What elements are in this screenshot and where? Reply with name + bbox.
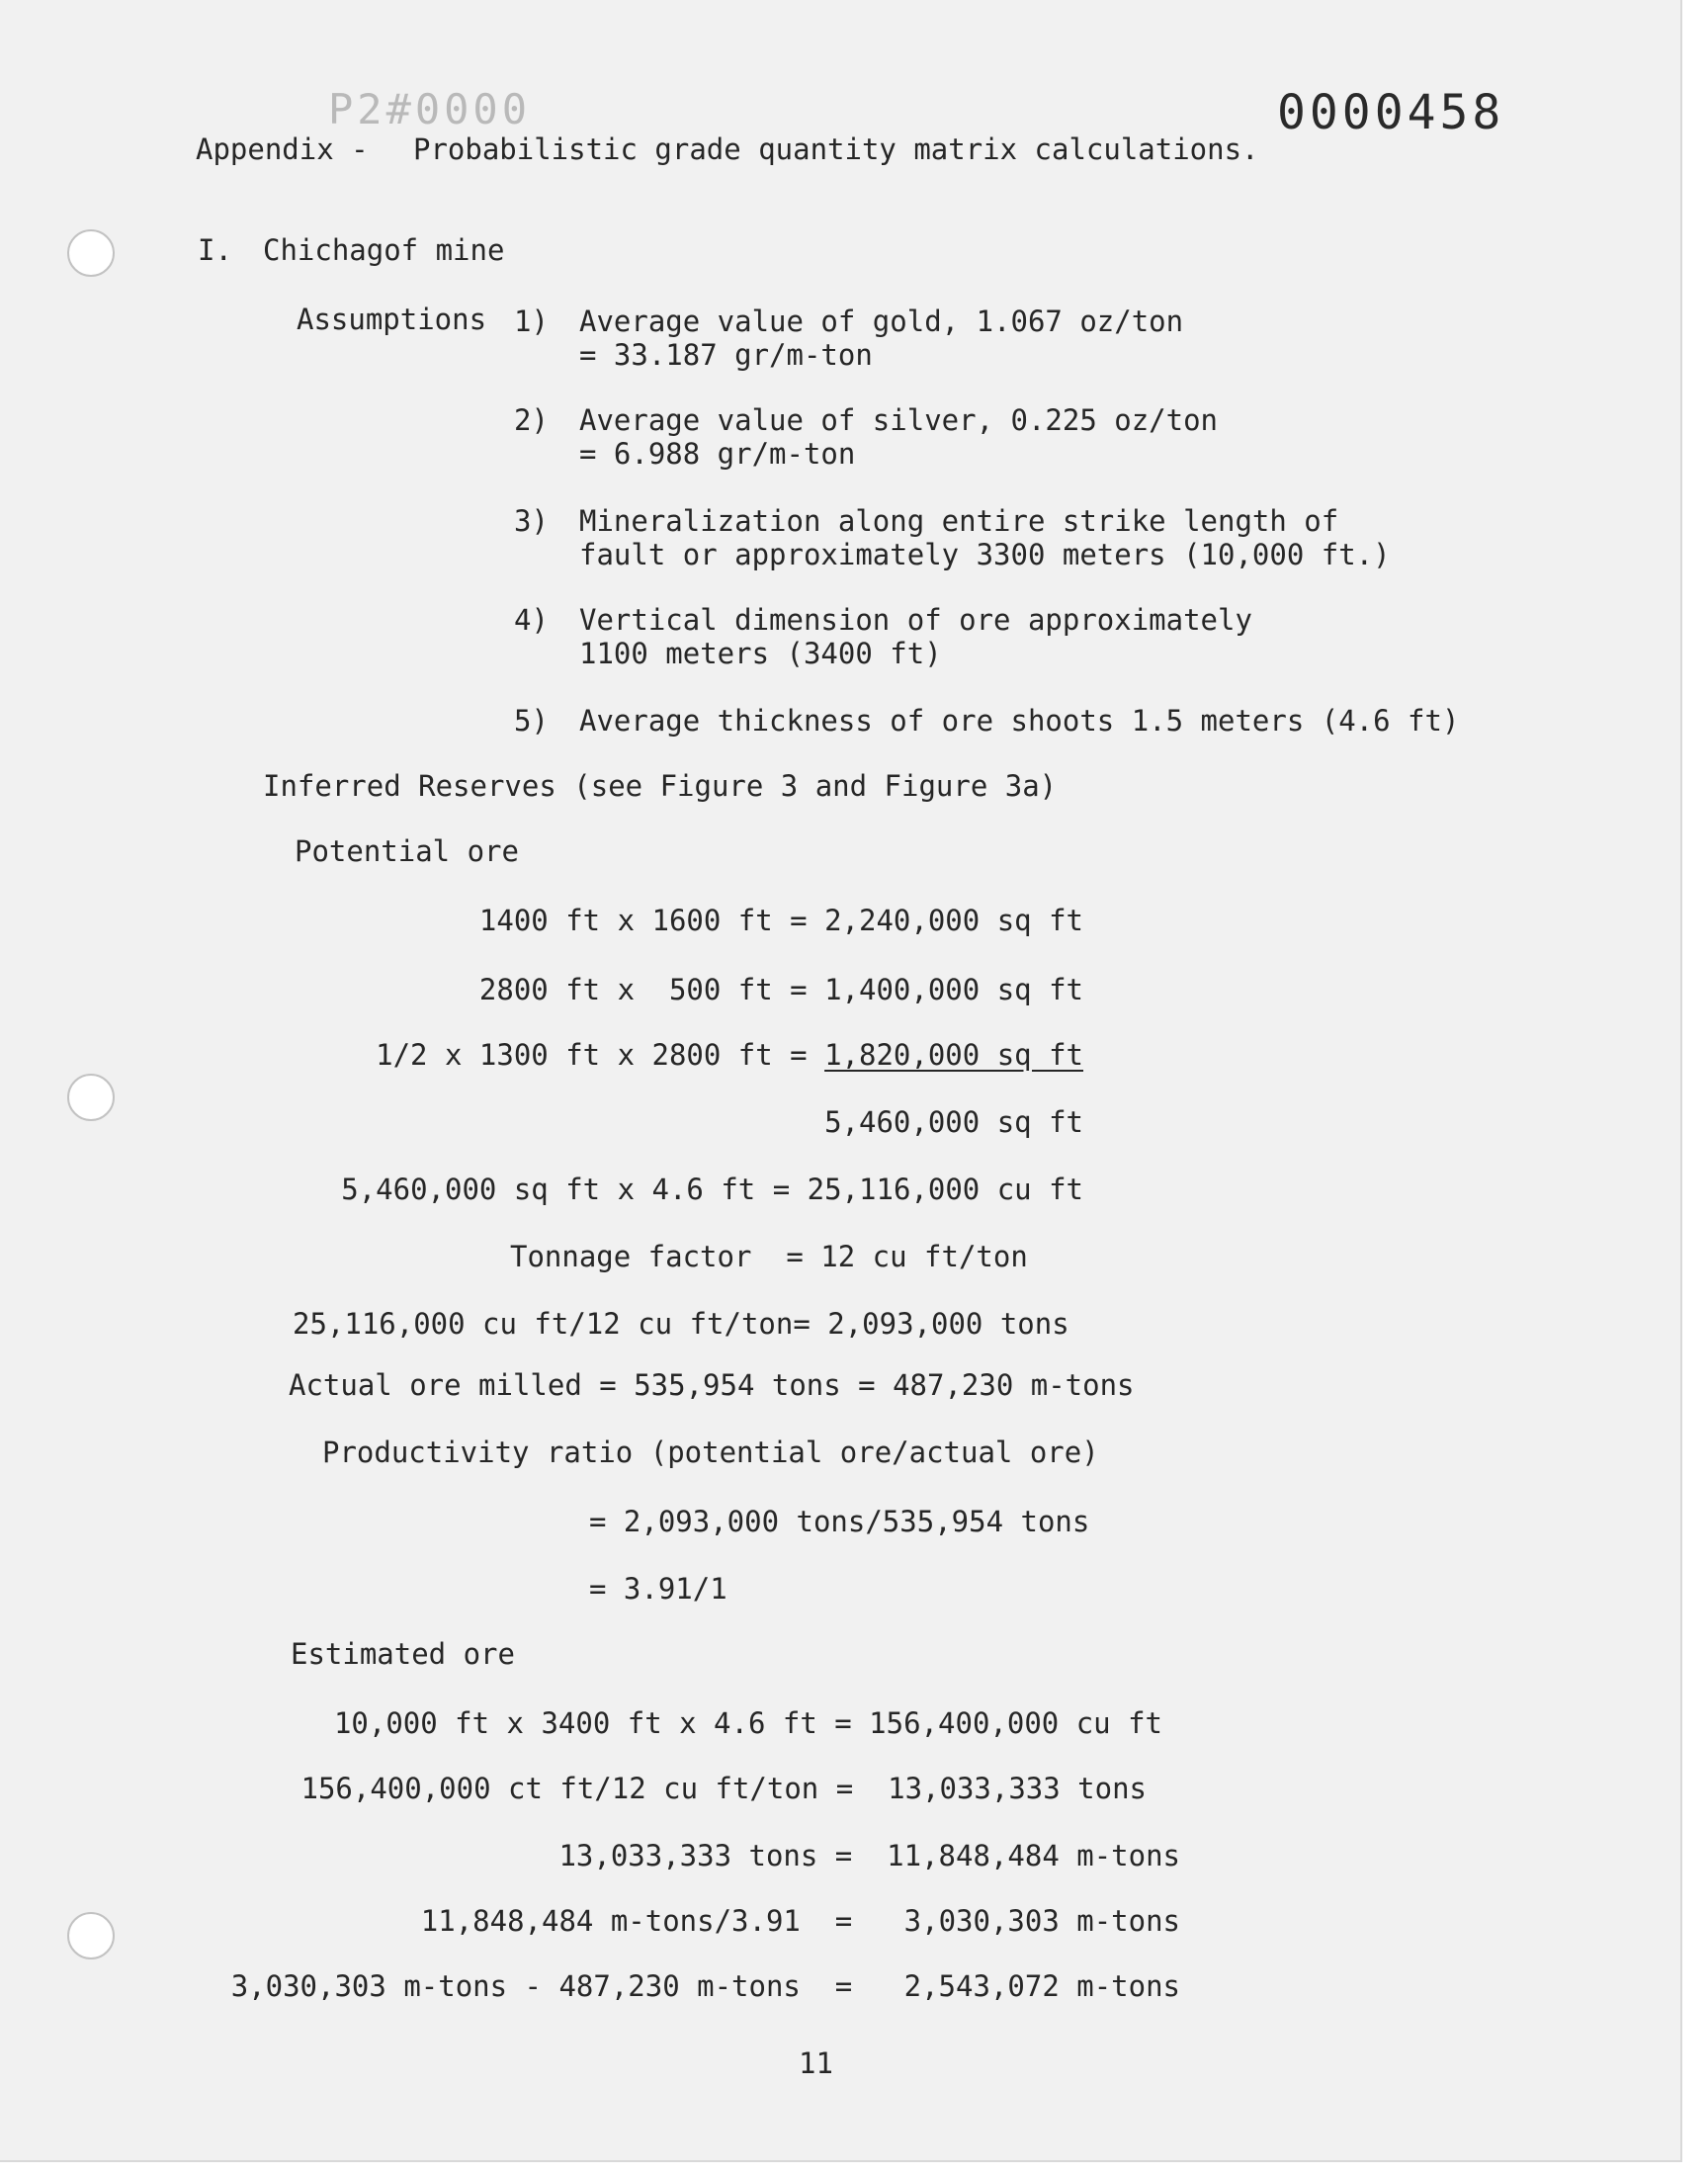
estimated-calc-4: 11,848,484 m-tons/3.91 = 3,030,303 m-tons [420,1904,1180,1938]
assumption-line: = 6.988 gr/m-ton [579,437,856,471]
page-number: 11 [799,2046,833,2080]
assumption-number: 2) [514,403,549,437]
assumption-line: Average value of gold, 1.067 oz/ton [579,304,1184,338]
tons-calc: 25,116,000 cu ft/12 cu ft/ton= 2,093,000 tons [293,1307,1069,1341]
section-number: I. [198,233,232,267]
binder-hole-top [67,229,115,277]
assumption-number: 5) [514,704,549,738]
estimated-calc-5: 3,030,303 m-tons - 487,230 m-tons = 2,543,072 m-tons [230,1969,1180,2003]
section-title: Chichagof mine [263,233,505,267]
area-total: 5,460,000 sq ft [824,1105,1083,1139]
volume-calc: 5,460,000 sq ft x 4.6 ft = 25,116,000 cu ft [341,1173,1083,1206]
page-id-stamp: 0000458 [1277,85,1505,140]
estimated-calc-1: 10,000 ft x 3400 ft x 4.6 ft = 156,400,000 cu ft [333,1706,1162,1740]
faint-stamp: P2#0000 [328,85,532,133]
assumptions-label: Assumptions [297,303,487,336]
productivity-ratio-calc: = 2,093,000 tons/535,954 tons [589,1505,1090,1538]
assumption-line: Vertical dimension of ore approximately [579,603,1252,637]
assumption-line: fault or approximately 3300 meters (10,000 ft.) [579,538,1391,571]
assumption-number: 4) [514,603,549,637]
productivity-ratio-result: = 3.91/1 [589,1572,727,1606]
assumption-number: 1) [514,304,549,338]
estimated-ore-label: Estimated ore [291,1637,515,1671]
estimated-calc-2: 156,400,000 ct ft/12 cu ft/ton = 13,033,333 tons [300,1772,1147,1805]
actual-ore-milled: Actual ore milled = 535,954 tons = 487,230 m-tons [289,1368,1135,1402]
assumption-line: 1100 meters (3400 ft) [579,637,942,670]
assumption-number: 3) [514,504,549,538]
document-title: Probabilistic grade quantity matrix calculations. [413,132,1259,166]
estimated-calc-3: 13,033,333 tons = 11,848,484 m-tons [558,1839,1180,1872]
assumption-line: = 33.187 gr/m-ton [579,338,873,372]
area-calc-3-right: 1,820,000 sq ft [824,1038,1083,1072]
tonnage-factor: Tonnage factor = 12 cu ft/ton [510,1240,1028,1273]
inferred-reserves-heading: Inferred Reserves (see Figure 3 and Figure 3a) [263,769,1058,803]
area-calc-1: 1400 ft x 1600 ft = 2,240,000 sq ft [478,904,1083,937]
binder-hole-bottom [67,1912,115,1959]
area-calc-2: 2800 ft x 500 ft = 1,400,000 sq ft [478,973,1083,1006]
appendix-label: Appendix - [196,132,369,166]
potential-ore-label: Potential ore [295,834,519,868]
area-calc-3 [376,1038,1083,1072]
assumption-line: Mineralization along entire strike length of [579,504,1339,538]
productivity-ratio-label: Productivity ratio (potential ore/actual ore) [322,1436,1099,1469]
area-calc-3-left: 1/2 x 1300 ft x 2800 ft = [376,1038,825,1072]
assumption-line: Average value of silver, 0.225 oz/ton [579,403,1219,437]
assumption-line: Average thickness of ore shoots 1.5 meters (4.6 ft) [579,704,1460,738]
binder-hole-middle [67,1074,115,1121]
